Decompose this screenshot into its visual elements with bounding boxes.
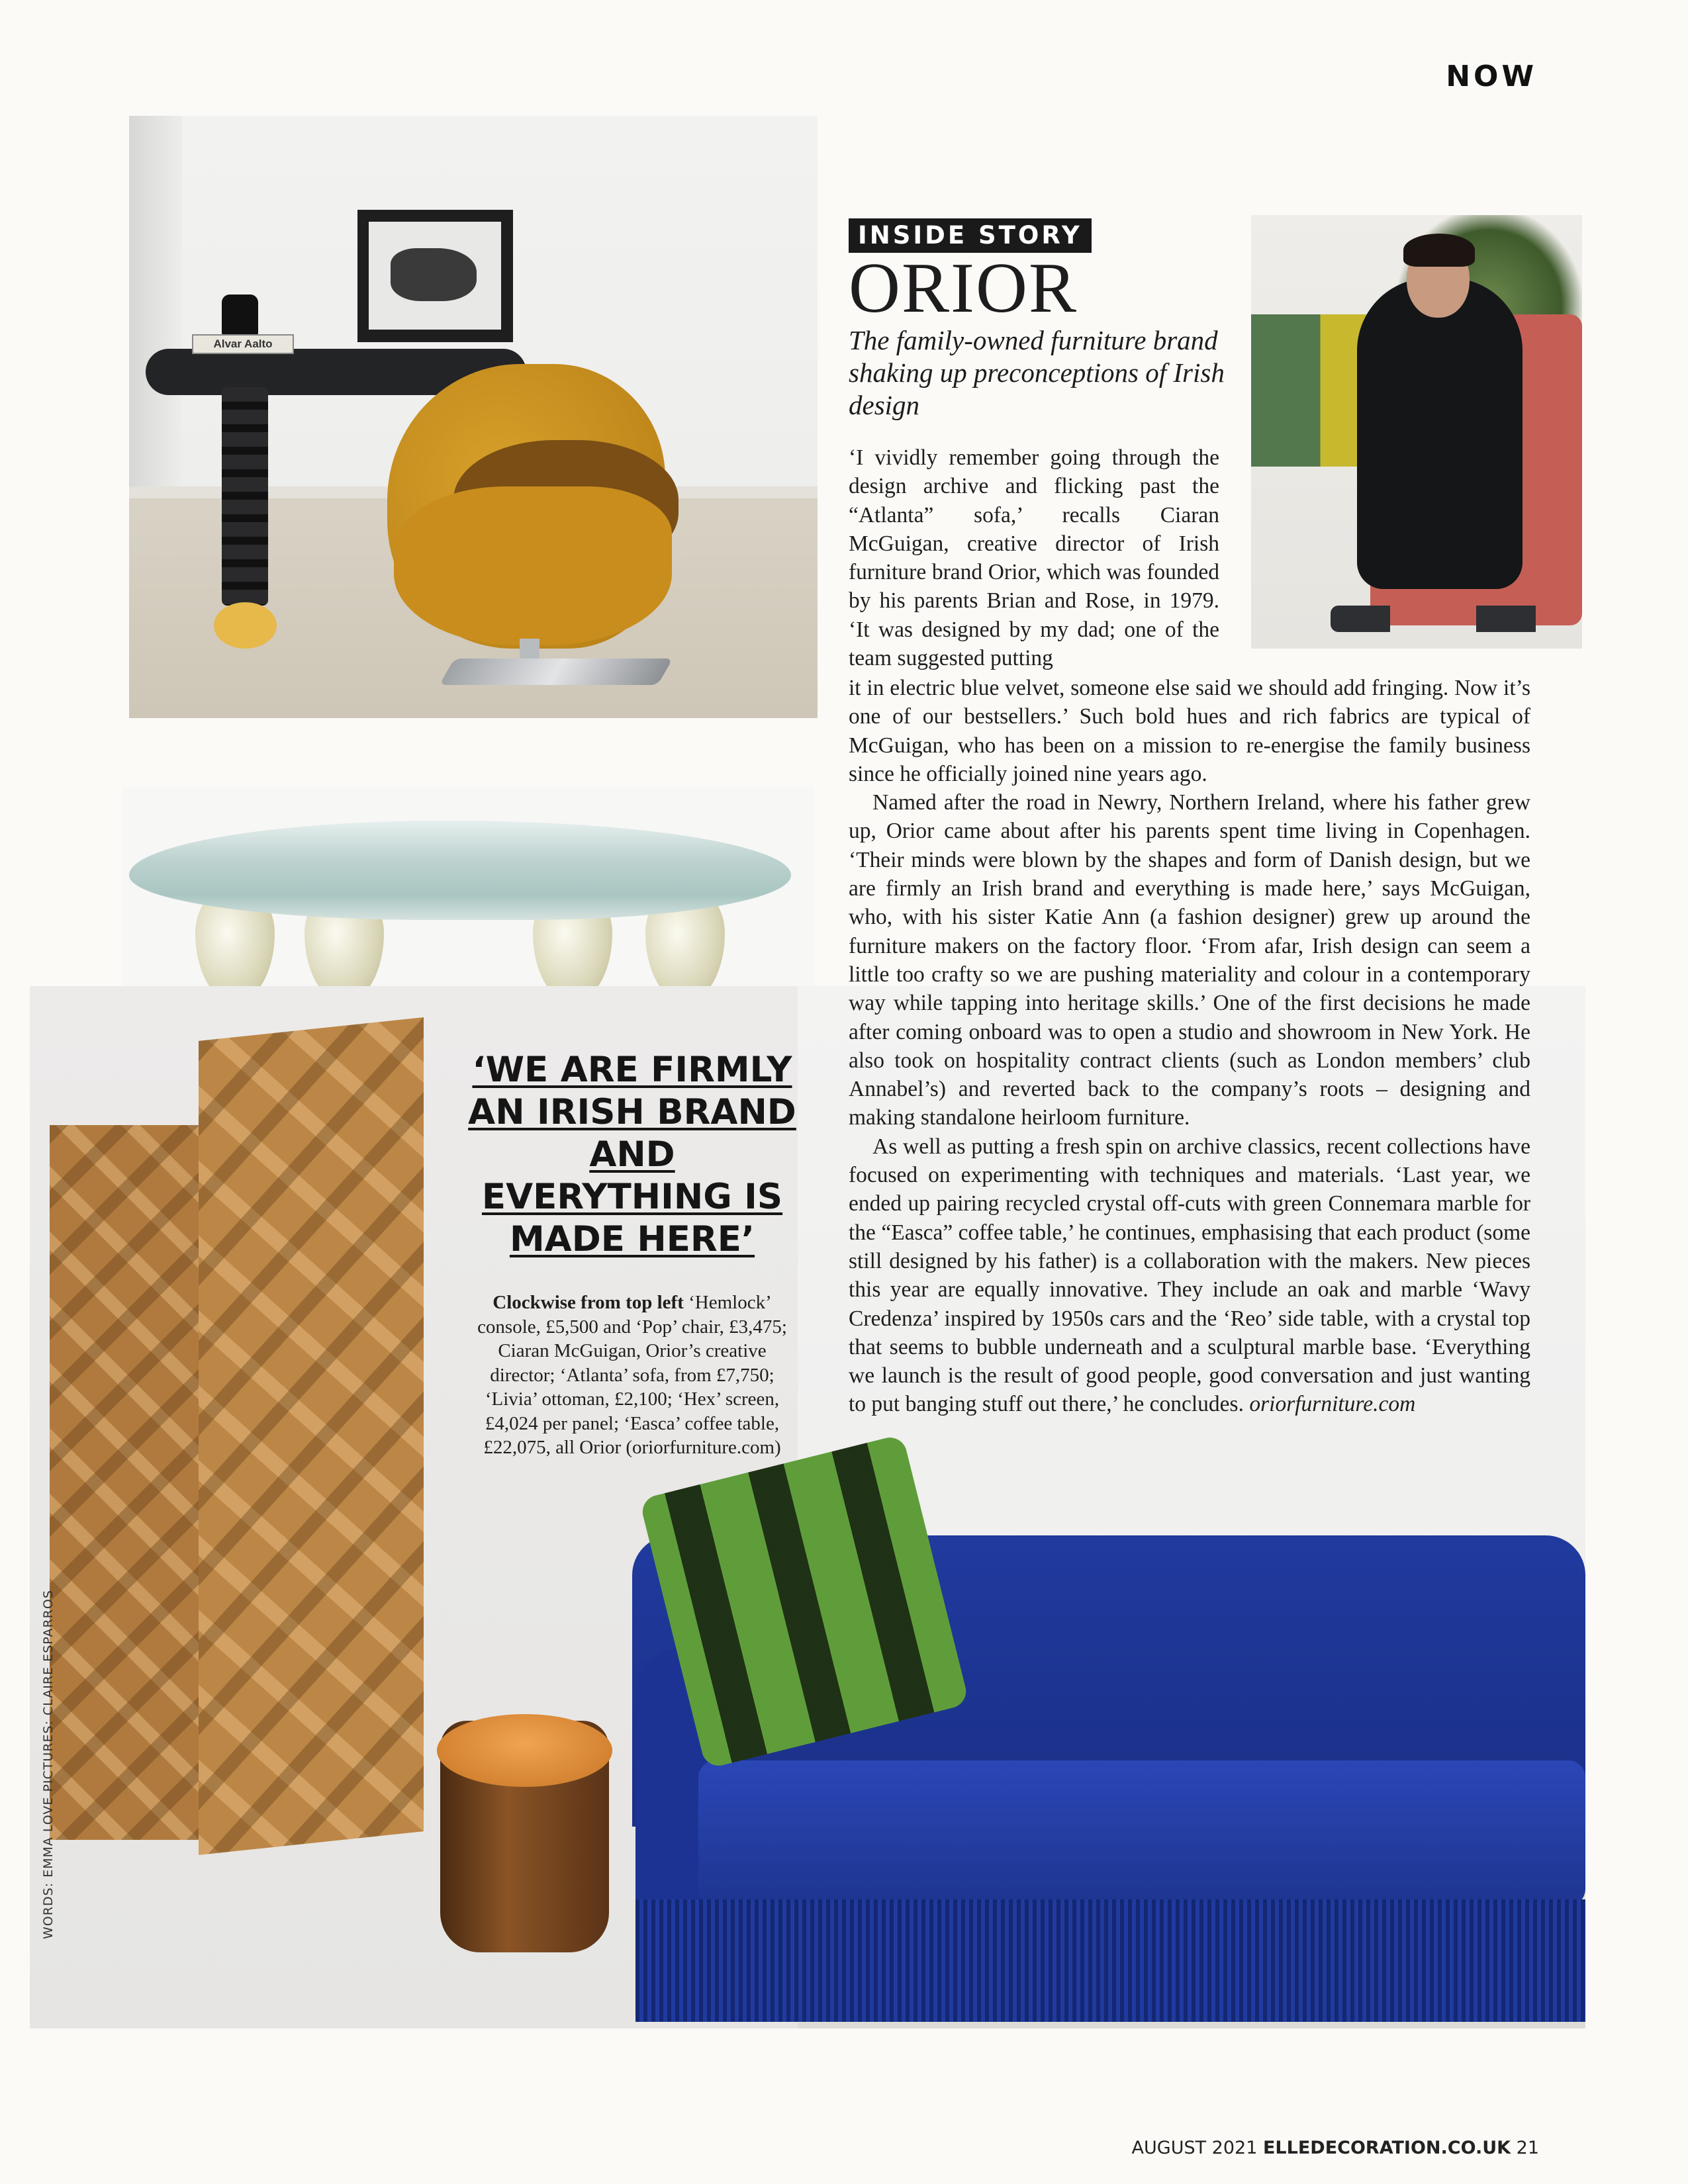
- wall-shadow: [129, 116, 182, 486]
- ottoman-top: [437, 1714, 612, 1787]
- body-paragraph-2: Named after the road in Newry, Northern Ireland, where his father grew up, Orior came about after his parents spent time living in Copenhagen. ‘Their minds were blown by the shapes and form of Danish design, but we are firmly an Irish brand and everything is made here,’ says McGuigan, who, with his sister Katie Ann (a fashion designer) grew up around the furniture makers on the factory floor. ‘From afar, Irish design can seem a little too crafty so we are pushing materiality and colour in a contemporary way while tapping into heritage skills.’ One of the first decisions he made after coming onboard was to open a studio and showroom in New York. He also took on hospitality contract clients (such as London members’ club Annabel’s) and reverted back to the company’s roots – designing and making standalone heirloom furniture.: [849, 790, 1530, 1130]
- console-chair-photo: [129, 116, 818, 718]
- chair-front: [394, 486, 672, 645]
- caption-text: ‘Hemlock’ console, £5,500 and ‘Pop’ chair, £3,475; Ciaran McGuigan, Orior’s creative director; ‘Atlanta’ sofa, from £7,750; ‘Livia’ ottoman, £2,100; ‘Hex’ screen, £4,024 per panel; ‘Easca’ coffee table, £22,075, all Orior (oriorfurniture.com): [477, 1292, 787, 1458]
- photo-credits: WORDS: EMMA LOVE PICTURES: CLAIRE ESPARROS: [41, 1590, 56, 1939]
- issue-date: AUGUST 2021: [1131, 2138, 1258, 2158]
- page-number: 21: [1516, 2138, 1539, 2158]
- sofa-seat: [698, 1760, 1585, 1906]
- chair-base: [439, 659, 673, 685]
- console-foot: [214, 602, 277, 649]
- headline: ORIOR: [849, 249, 1078, 328]
- magazine-site: ELLEDECORATION.CO.UK: [1262, 2138, 1511, 2158]
- hex-screen-panel: [50, 1125, 218, 1840]
- hex-screen-panel: [199, 1017, 424, 1855]
- section-label: NOW: [1446, 60, 1537, 93]
- body-text-column-top: [849, 443, 1219, 672]
- picture-art: [391, 248, 477, 301]
- person-body: [1357, 278, 1523, 589]
- body-url: oriorfurniture.com: [1249, 1392, 1416, 1417]
- vase: [222, 295, 258, 336]
- console-leg-left: [222, 387, 268, 606]
- pull-quote: ‘WE ARE FIRMLY AN IRISH BRAND AND EVERYTHING IS MADE HERE’: [468, 1050, 796, 1259]
- portrait-photo: [1251, 215, 1582, 649]
- book-label: Alvar Aalto: [213, 338, 273, 350]
- sofa-fringe: [635, 1899, 1585, 2022]
- kicker: INSIDE STORY: [849, 218, 1092, 253]
- person-hair: [1403, 234, 1475, 267]
- page-footer: [1132, 2138, 1539, 2158]
- body-paragraph-1-start: ‘I vividly remember going through the design archive and flicking past the “Atlanta” sofa,’ recalls Ciaran McGuigan, creative director of Irish furniture brand Orior, which was founded by his parents Brian and Rose, in 1979. ‘It was designed by my dad; one of the team suggested putting: [849, 445, 1219, 671]
- body-paragraph-3: [849, 1132, 1530, 1419]
- body-paragraph-3-text: As well as putting a fresh spin on archive classics, recent collections have focused on experimenting with techniques and materials. ‘Last year, we ended up pairing recycled crystal off-cuts with green Connemara marble for the “Easca” coffee table,’ he continues, emphasising that each product (some still designed by his father) is a collaboration with the makers. New pieces this year are equally innovative. They include an oak and marble ‘Wavy Credenza’ inspired by 1950s cars and the ‘Reo’ side table, with a crystal top that seems to bubble underneath and a sculptural marble base. ‘Everything we launch is the result of good people, good conversation and just wanting to put banging stuff out there,’ he concludes.: [849, 1134, 1530, 1417]
- photo-caption: [463, 1291, 801, 1460]
- glass-tabletop: [129, 821, 791, 920]
- caption-lead: Clockwise from top left: [492, 1292, 684, 1313]
- body-text-column: [849, 674, 1530, 1419]
- body-paragraph-1-end: it in electric blue velvet, someone else said we should add fringing. Now it’s one of our bestsellers.’ Such bold hues and rich fabrics are typical of McGuigan, who has been on a mission to re-energise the family business since he officially joined nine years ago.: [849, 676, 1530, 786]
- standfirst: The family-owned furniture brand shaking up preconceptions of Irish design: [849, 325, 1225, 420]
- person-shoes: [1331, 606, 1542, 632]
- book: [192, 334, 294, 354]
